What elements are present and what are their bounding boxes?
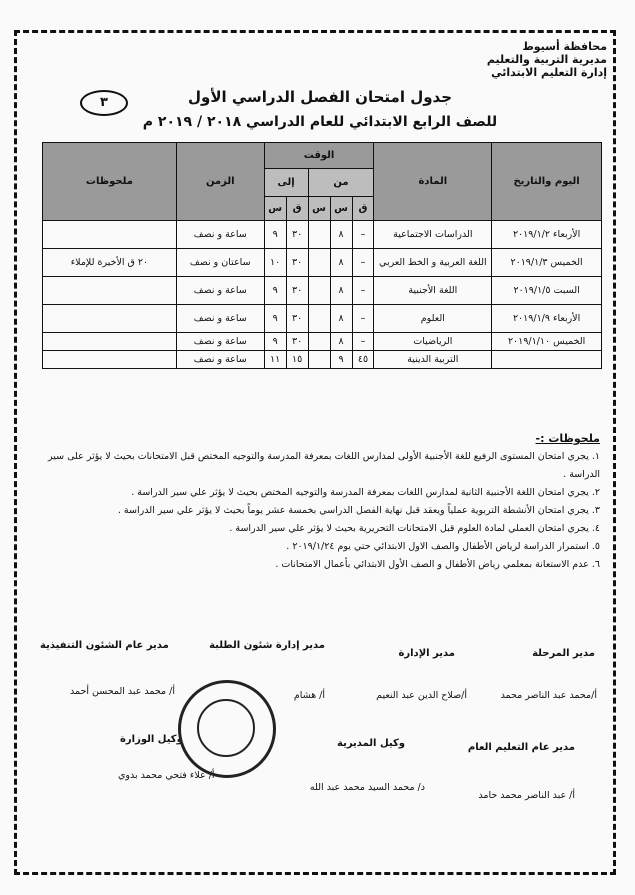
cell-to-s: ٩ [264, 305, 286, 333]
sig-title-students: مدير إدارة شئون الطلبة [209, 640, 325, 651]
cell-date: الأربعاء ٢٠١٩/١/٩ [492, 305, 602, 333]
cell-duration: ساعة و نصف [176, 351, 264, 369]
header-from-q: ق [352, 197, 374, 221]
cell-subject: التربية الدينية [374, 351, 492, 369]
cell-from-blank [308, 351, 330, 369]
cell-subject: اللغة العربية و الخط العربي [374, 249, 492, 277]
cell-duration: ساعتان و نصف [176, 249, 264, 277]
cell-from-q: – [352, 221, 374, 249]
cell-duration: ساعة و نصف [176, 221, 264, 249]
note-item: ٢. يجري امتحان اللغة الأجنبية الثانية لمدارس اللغات بمعرفة المدرسة والتوجيه المختص بحيث لا يؤثر علي سير الدراسة . [131, 487, 600, 498]
header-notes: ملحوظات [43, 143, 177, 221]
cell-from-s: ٨ [330, 249, 352, 277]
cell-to-s: ١١ [264, 351, 286, 369]
cell-from-blank [308, 305, 330, 333]
governorate: محافظة أسيوط [522, 40, 607, 53]
sig-title-deputy: وكيل المديرية [337, 738, 405, 749]
document-subtitle: للصف الرابع الابتدائي للعام الدراسي ٢٠١٨ / ٢٠١٩ م [142, 114, 498, 130]
header-to-s: س [264, 197, 286, 221]
note-item: ١. يجري امتحان المستوى الرفيع للغة الأجنبية الأولى لمدارس اللغات بمعرفة المدرسة والتوجيه المختص قبل الامتحانات بحيث لا يؤثر على سير الدراسة . [47, 451, 600, 480]
sig-name-students: أ/ هشام [293, 690, 325, 701]
cell-note [43, 305, 177, 333]
cell-date: السبت ٢٠١٩/١/٥ [492, 277, 602, 305]
sig-title-stage: مدير المرحلة [532, 648, 595, 659]
cell-from-q: – [352, 333, 374, 351]
cell-from-s: ٨ [330, 305, 352, 333]
header-time: الوقت [264, 143, 374, 169]
header-duration: الزمن [176, 143, 264, 221]
document-title: جدول امتحان الفصل الدراسي الأول [187, 88, 453, 106]
table-row [43, 249, 602, 277]
cell-from-s: ٨ [330, 333, 352, 351]
table-row [43, 277, 602, 305]
cell-to-q: ١٥ [286, 351, 308, 369]
cell-to-q: ٣٠ [286, 249, 308, 277]
cell-duration: ساعة و نصف [176, 277, 264, 305]
cell-from-blank [308, 221, 330, 249]
header-date: اليوم والتاريخ [492, 143, 602, 221]
header-block [407, 40, 607, 79]
cell-date: الأربعاء ٢٠١٩/١/٢ [492, 221, 602, 249]
cell-to-q: ٣٠ [286, 277, 308, 305]
cell-from-blank [308, 333, 330, 351]
cell-from-s: ٨ [330, 221, 352, 249]
sig-name-stage: أ/محمد عبد الناصر محمد [500, 690, 597, 701]
sig-name-general: أ/ عبد الناصر محمد حامد [478, 790, 575, 801]
header-to-q: ق [286, 197, 308, 221]
cell-from-s: ٨ [330, 277, 352, 305]
note-item: ٥. استمرار الدراسة لرياض الأطفال والصف الاول الابتدائي حتي يوم ٢٠١٩/١/٢٤ . [286, 541, 600, 552]
cell-to-q: ٣٠ [286, 305, 308, 333]
cell-date: الخميس ٢٠١٩/١/١٠ [492, 333, 602, 351]
header-from-s2: س [308, 197, 330, 221]
notes-title: ملحوظات :- [535, 432, 600, 445]
cell-date: الخميس ٢٠١٩/١/٣ [492, 249, 602, 277]
administration: إدارة التعليم الابتدائي [491, 66, 607, 79]
sig-title-general: مدير عام التعليم العام [467, 742, 575, 753]
directorate: مديرية التربية والتعليم [486, 53, 607, 66]
cell-subject: الدراسات الاجتماعية [374, 221, 492, 249]
cell-duration: ساعة و نصف [176, 305, 264, 333]
sig-name-deputy: د/ محمد السيد محمد عبد الله [309, 782, 425, 793]
cell-note [43, 351, 177, 369]
cell-to-q: ٣٠ [286, 221, 308, 249]
note-item: ٦. عدم الاستعانة بمعلمي رياض الأطفال و الصف الأول الابتدائي بأعمال الامتحانات . [275, 559, 600, 570]
cell-date [492, 351, 602, 369]
cell-note [43, 333, 177, 351]
sig-name-ministry: أ/ علاء فتحي محمد بدوي [118, 770, 215, 781]
cell-from-blank [308, 249, 330, 277]
table-row [43, 221, 602, 249]
notes-section [40, 430, 600, 574]
exam-schedule-table [42, 142, 602, 369]
page-number-badge: ٣ [80, 90, 128, 116]
sig-title-ministry: وكيل الوزارة [120, 734, 183, 745]
table-row [43, 333, 602, 351]
sig-name-exec: أ/ محمد عبد المحسن أحمد [70, 686, 175, 697]
sig-title-admin: مدير الإدارة [398, 648, 455, 659]
note-item: ٣. يجري امتحان الأنشطة التربوية عملياً ويعقد قبل نهاية الفصل الدراسي بخمسة عشر يوماً بحيث لا يؤثر علي سير الدراسة . [117, 505, 600, 516]
cell-from-blank [308, 277, 330, 305]
sig-title-exec: مدير عام الشئون التنفيذية [40, 640, 169, 651]
cell-subject: العلوم [374, 305, 492, 333]
cell-from-q: ٤٥ [352, 351, 374, 369]
cell-note [43, 221, 177, 249]
cell-to-q: ٣٠ [286, 333, 308, 351]
cell-from-q: – [352, 249, 374, 277]
cell-to-s: ٩ [264, 221, 286, 249]
cell-to-s: ٩ [264, 333, 286, 351]
cell-duration: ساعة و نصف [176, 333, 264, 351]
cell-note: ٢٠ ق الأخيرة للإملاء [43, 249, 177, 277]
cell-to-s: ١٠ [264, 249, 286, 277]
table-row [43, 351, 602, 369]
cell-subject: الرياضيات [374, 333, 492, 351]
cell-note [43, 277, 177, 305]
cell-from-q: – [352, 277, 374, 305]
cell-from-q: – [352, 305, 374, 333]
header-from-s: س [330, 197, 352, 221]
official-seal [178, 680, 276, 778]
header-to: إلى [264, 169, 308, 197]
note-item: ٤. يجري امتحان العملي لمادة العلوم قبل الامتحانات التحريرية بحيث لا يؤثر علي سير الدراسة . [229, 523, 600, 534]
table-row [43, 305, 602, 333]
cell-from-s: ٩ [330, 351, 352, 369]
sig-name-admin: أ/صلاح الدين عبد النعيم [376, 690, 467, 701]
header-from: من [308, 169, 374, 197]
header-subject: المادة [374, 143, 492, 221]
cell-subject: اللغة الأجنبية [374, 277, 492, 305]
cell-to-s: ٩ [264, 277, 286, 305]
